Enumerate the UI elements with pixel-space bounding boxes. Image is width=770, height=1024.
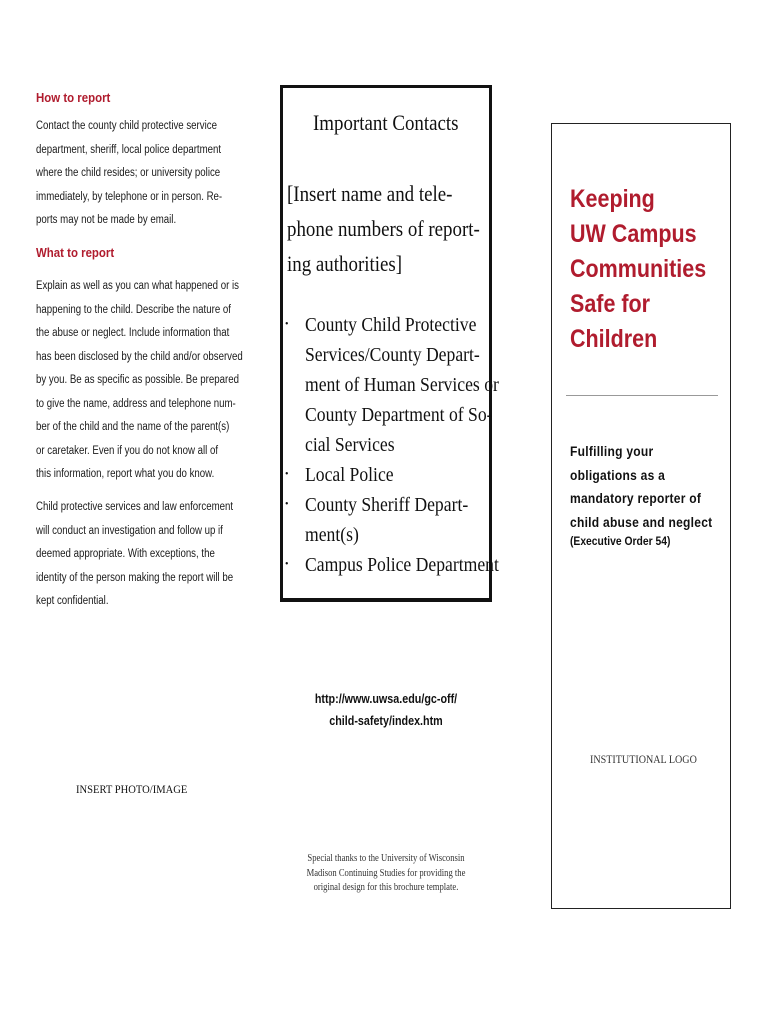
text-line: will conduct an investigation and follow up if	[36, 524, 223, 537]
institutional-logo-placeholder: INSTITUTIONAL LOGO	[590, 752, 697, 766]
what-to-report-text	[36, 275, 256, 487]
bullet-icon: •	[285, 559, 289, 570]
text-line: County Department of So-	[305, 404, 493, 426]
title-line: Children	[570, 325, 658, 353]
text-line: ing authorities]	[287, 251, 403, 276]
text-line: Local Police	[305, 464, 394, 486]
important-contacts-box	[280, 85, 499, 602]
cover-subtitle	[570, 440, 736, 534]
contacts-list	[285, 310, 499, 580]
how-to-report-text	[36, 115, 256, 233]
bullet-icon: •	[285, 319, 289, 330]
text-line: immediately, by telephone or in person. Re-	[36, 190, 223, 203]
subtitle-line: mandatory reporter of	[570, 490, 702, 506]
url-line[interactable]: http://www.uwsa.edu/gc-off/	[314, 692, 458, 706]
text-line: Campus Police Department	[305, 554, 499, 576]
contacts-title: Important Contacts	[313, 110, 459, 135]
text-line: original design for this brochure template.	[313, 882, 459, 893]
subtitle-line: child abuse and neglect	[570, 513, 713, 530]
text-line: Explain as well as you can what happened or is	[36, 280, 239, 292]
text-line: or caretaker. Even if you do not know all of	[36, 444, 219, 457]
contact-item-local-police	[285, 460, 485, 490]
text-line: ports may not be made by email.	[36, 214, 177, 226]
insert-authorities-text	[287, 176, 511, 281]
photo-placeholder: INSERT PHOTO/IMAGE	[76, 782, 188, 796]
text-line: phone numbers of report-	[287, 216, 480, 241]
what-to-report-heading: What to report	[36, 245, 115, 260]
text-line: [Insert name and tele-	[287, 181, 453, 206]
text-line: by you. Be as specific as possible. Be prepared	[36, 374, 239, 386]
text-line: kept confidential.	[36, 595, 109, 607]
contact-item-child-protective	[285, 310, 499, 460]
title-line: Communities	[570, 255, 707, 283]
text-line: ment(s)	[305, 524, 359, 546]
text-line: County Child Protective	[305, 314, 477, 336]
confidentiality-text	[36, 496, 256, 614]
url-line[interactable]: child-safety/index.htm	[329, 714, 443, 728]
bullet-icon: •	[285, 469, 289, 480]
text-line: Special thanks to the University of Wisconsin	[307, 853, 465, 864]
cover-panel	[551, 123, 731, 909]
text-line: Child protective services and law enforcement	[36, 501, 234, 513]
bullet-icon: •	[285, 499, 289, 510]
subtitle-line: obligations as a	[570, 466, 666, 483]
text-line: department, sheriff, local police department	[36, 143, 222, 156]
text-line: Madison Continuing Studies for providing the	[306, 867, 466, 879]
text-line: this information, report what you do know.	[36, 468, 215, 480]
how-to-report-heading: How to report	[36, 90, 111, 105]
text-line: Contact the county child protective service	[36, 120, 217, 132]
text-line: the abuse or neglect. Include information that	[36, 327, 230, 339]
contact-item-campus-police	[285, 550, 499, 580]
executive-order-label: (Executive Order 54)	[570, 534, 671, 548]
title-line: Keeping	[570, 185, 655, 213]
text-line: identity of the person making the report will be	[36, 571, 234, 584]
text-line: County Sheriff Depart-	[305, 494, 469, 516]
title-line: Safe for	[570, 290, 651, 318]
title-line: UW Campus	[570, 220, 697, 248]
text-line: deemed appropriate. With exceptions, the	[36, 548, 215, 560]
contact-item-sheriff	[285, 490, 485, 550]
acknowledgement-text	[280, 852, 492, 896]
text-line: Services/County Depart-	[305, 344, 480, 366]
text-line: cial Services	[305, 434, 395, 456]
cover-title	[570, 182, 728, 357]
text-line: to give the name, address and telephone num-	[36, 397, 236, 410]
subtitle-line: Fulfilling your	[570, 443, 654, 459]
text-line: where the child resides; or university police	[36, 167, 221, 179]
text-line: ment of Human Services or	[305, 374, 499, 396]
cover-divider	[566, 395, 718, 396]
text-line: has been disclosed by the child and/or observed	[36, 350, 243, 363]
text-line: happening to the child. Describe the nature of	[36, 303, 231, 316]
resource-url[interactable]	[280, 688, 492, 732]
text-line: ber of the child and the name of the parent(s)	[36, 421, 230, 433]
